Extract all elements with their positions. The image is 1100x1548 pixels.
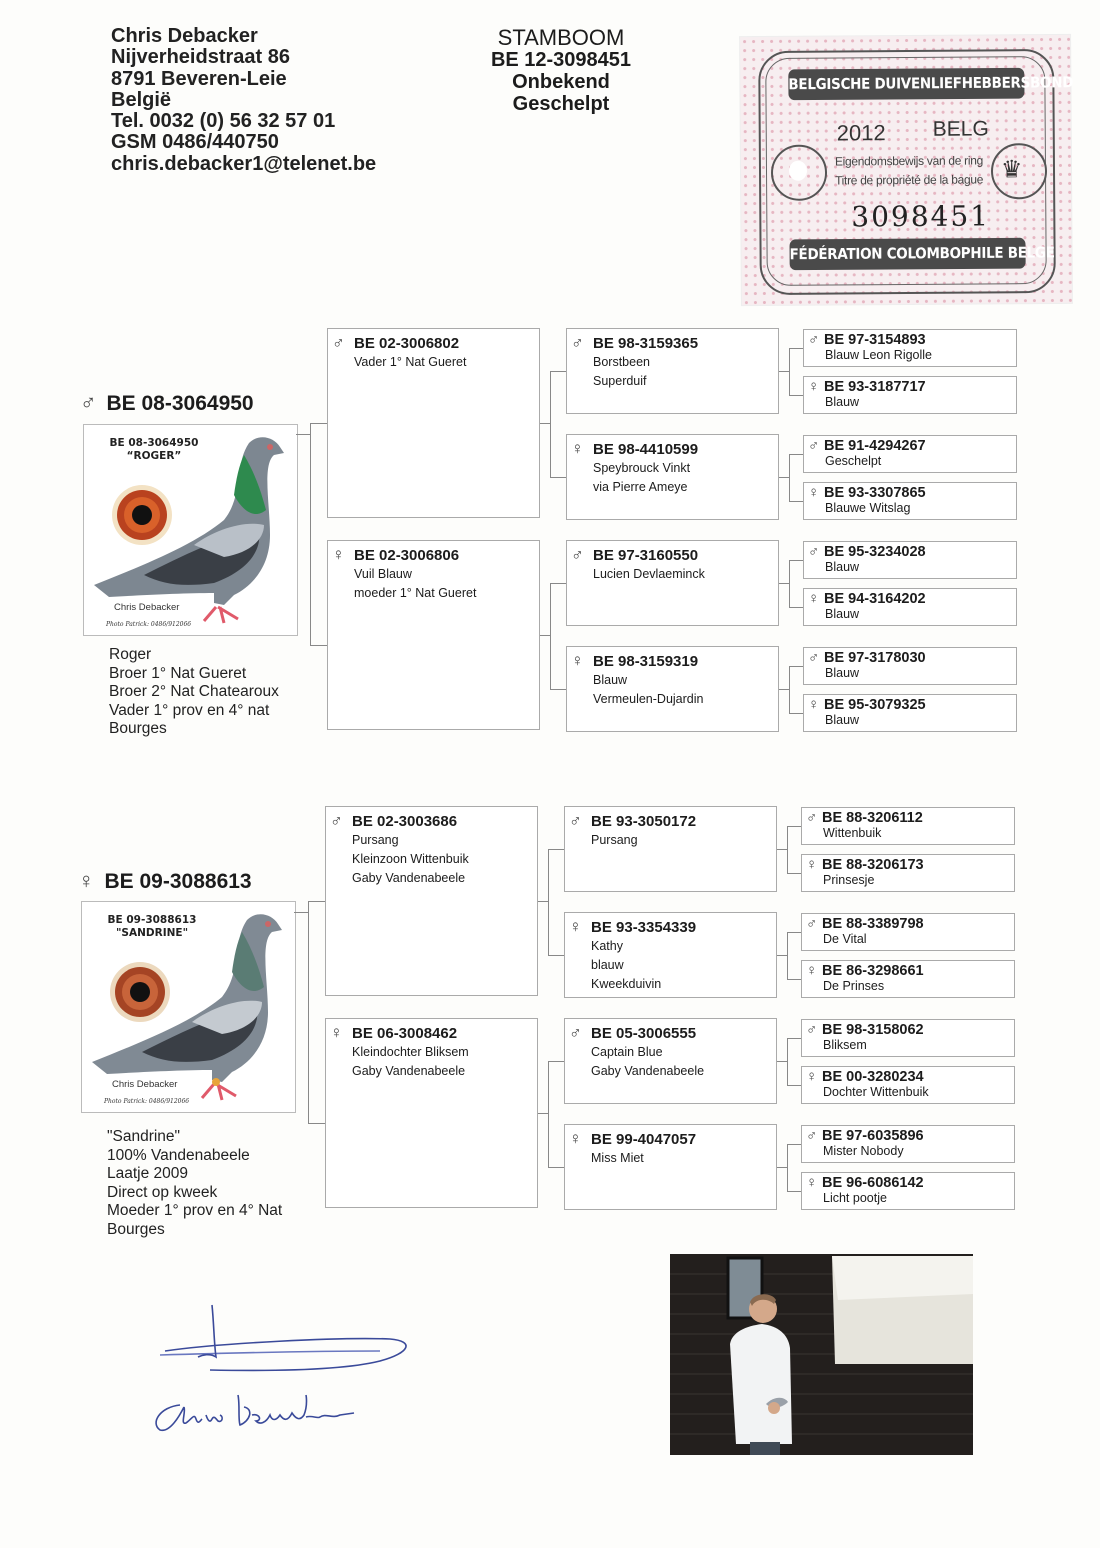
sire-ring: BE 08-3064950: [106, 392, 254, 415]
pedigree-ring: [571, 651, 778, 671]
sire-photo-caption-ring: BE 08-3064950: [109, 437, 199, 449]
ring-number: BE 02-3003686: [352, 813, 458, 830]
connector-line: [787, 932, 801, 933]
owner-email[interactable]: chris.debacker1@telenet.be: [111, 152, 377, 175]
pedigree-line: Superduif: [593, 374, 647, 388]
connector-line: [294, 912, 308, 913]
pedigree-ring: [808, 590, 1016, 608]
connector-line: [787, 826, 801, 827]
pedigree-line: blauw: [591, 958, 624, 972]
female-icon: ♀: [569, 917, 582, 936]
ring-number: BE 93-3050172: [591, 813, 697, 830]
pedigree-line: De Prinses: [823, 979, 885, 993]
sire-great-grandparent-box: [803, 541, 1017, 579]
connector-line: [296, 434, 310, 435]
connector-line: [777, 955, 787, 956]
certificate-line-nl: Eigendomsbewijs van de ring: [834, 153, 983, 169]
pedigree-ring: [569, 811, 776, 831]
pedigree-line: Pursang: [591, 833, 638, 847]
pedigree-ring: [806, 1068, 1014, 1086]
connector-line: [789, 348, 790, 395]
connector-line: [789, 501, 803, 502]
sire-note: Broer 2° Nat Chatearoux: [109, 683, 279, 701]
connector-line: [548, 1167, 564, 1168]
owner-country: België: [111, 88, 172, 111]
document-pigeon-name: Onbekend: [512, 71, 610, 93]
pedigree-line: moeder 1° Nat Gueret: [354, 586, 477, 600]
connector-line: [789, 454, 790, 501]
owner-phone: Tel. 0032 (0) 56 32 57 01: [111, 110, 336, 133]
dam-notes: [107, 1128, 282, 1240]
owner-street: Nijverheidstraat 86: [111, 46, 290, 69]
ring-number: BE 86-3298661: [822, 963, 924, 979]
dam-ring-heading: [78, 868, 252, 894]
female-icon: ♀: [569, 1129, 582, 1148]
connector-line: [550, 477, 566, 478]
dam-great-grandparent-box: [801, 1019, 1015, 1057]
pedigree-ring: [571, 545, 778, 565]
pedigree-ring: [806, 856, 1014, 874]
pedigree-line: Blauw: [825, 666, 860, 680]
connector-line: [787, 979, 801, 980]
pedigree-ring: [806, 1021, 1014, 1039]
pedigree-ring: [332, 545, 539, 565]
ring-number: BE 91-4294267: [824, 438, 926, 454]
dam-grandparent-box: [564, 1018, 777, 1104]
sire-photo-owner: Chris Debacker: [114, 602, 180, 613]
sire-note: Broer 1° Nat Gueret: [109, 664, 247, 682]
pedigree-line: Captain Blue: [591, 1045, 663, 1059]
connector-line: [789, 454, 803, 455]
document-pigeon-color: Geschelpt: [512, 92, 610, 115]
document-title-block: [470, 26, 652, 115]
ring-number: BE 95-3079325: [824, 697, 926, 713]
certificate-year: 2012: [836, 120, 886, 146]
ring-number: BE 88-3389798: [822, 916, 924, 932]
connector-line: [789, 560, 790, 607]
pedigree-ring: [330, 811, 537, 831]
connector-line: [310, 423, 327, 424]
connector-line: [548, 955, 564, 956]
connector-line: [550, 583, 566, 584]
pedigree-ring: [571, 439, 778, 459]
pedigree-line: De Vital: [823, 932, 867, 946]
ring-number: BE 97-3160550: [593, 547, 699, 564]
sire-notes: [109, 646, 279, 739]
punch-hole: [789, 161, 807, 181]
connector-line: [787, 873, 801, 874]
dam-great-grandparent-box: [801, 807, 1015, 845]
pedigree-line: Geschelpt: [825, 454, 882, 468]
female-icon: ♀: [806, 1174, 818, 1191]
connector-line: [548, 1061, 564, 1062]
connector-line: [550, 583, 551, 689]
connector-line: [308, 1123, 325, 1124]
pedigree-line: Blauw: [825, 607, 860, 621]
dam-great-grandparent-box: [801, 1125, 1015, 1163]
pedigree-line: Gaby Vandenabeele: [591, 1064, 705, 1078]
certificate-country-code: BELG: [932, 117, 989, 141]
owner-photo: [670, 1254, 973, 1455]
connector-line: [789, 395, 803, 396]
sire-note: Bourges: [109, 720, 167, 738]
connector-line: [308, 901, 325, 902]
connector-line: [548, 1061, 549, 1167]
pedigree-ring: [569, 1129, 776, 1149]
sire-grandparent-box: [566, 540, 779, 626]
pedigree-ring: [806, 962, 1014, 980]
connector-line: [779, 583, 789, 584]
ring-number: BE 98-3159319: [593, 653, 699, 670]
pedigree-line: Blauw: [825, 560, 860, 574]
pedigree-line: via Pierre Ameye: [593, 480, 688, 494]
pedigree-line: Gaby Vandenabeele: [352, 1064, 466, 1078]
ring-number: BE 98-3158062: [822, 1022, 924, 1038]
male-icon: ♂: [808, 649, 820, 666]
ring-number: BE 97-3178030: [824, 650, 926, 666]
document-heading: STAMBOOM: [497, 25, 625, 50]
owner-address-block: [111, 26, 376, 175]
male-icon: ♂: [569, 811, 582, 830]
dam-great-grandparent-box: [801, 854, 1015, 892]
female-icon: ♀: [806, 856, 818, 873]
ring-number: BE 88-3206112: [822, 810, 923, 826]
ring-number: BE 02-3006802: [354, 335, 460, 352]
pedigree-ring: [330, 1023, 537, 1043]
connector-line: [787, 932, 788, 979]
connector-line: [787, 1038, 788, 1085]
male-icon: ♂: [808, 543, 820, 560]
sire-photo: [83, 424, 298, 636]
female-icon: ♀: [332, 545, 345, 564]
connector-line: [789, 713, 803, 714]
ring-number: BE 98-4410599: [593, 441, 699, 458]
male-icon: ♂: [571, 545, 584, 564]
connector-line: [540, 423, 550, 424]
pedigree-line: Borstbeen: [593, 355, 650, 369]
pedigree-ring: [806, 915, 1014, 933]
connector-line: [779, 689, 789, 690]
connector-line: [550, 371, 551, 477]
ring-number: BE 97-6035896: [822, 1128, 924, 1144]
connector-line: [550, 689, 566, 690]
pedigree-ring: [569, 1023, 776, 1043]
sire-ring-heading: [80, 390, 254, 416]
dam-note: Bourges: [107, 1220, 165, 1238]
pedigree-line: Lucien Devlaeminck: [593, 567, 705, 581]
female-icon: ♀: [330, 1023, 343, 1042]
pedigree-ring: [806, 1174, 1014, 1192]
ring-number: BE 05-3006555: [591, 1025, 697, 1042]
dam-photo-owner: Chris Debacker: [112, 1079, 178, 1090]
dam-photo: [81, 901, 296, 1113]
connector-line: [789, 607, 803, 608]
connector-line: [538, 1113, 548, 1114]
connector-line: [789, 666, 803, 667]
ring-number: BE 95-3234028: [824, 544, 926, 560]
female-icon: ♀: [808, 696, 820, 713]
pedigree-line: Blauw: [825, 713, 860, 727]
pedigree-line: Prinsesje: [823, 873, 875, 887]
connector-line: [787, 1191, 801, 1192]
ring-number: BE 00-3280234: [822, 1069, 924, 1085]
owner-mobile: GSM 0486/440750: [111, 131, 279, 154]
dam-grandparent-box: [564, 1124, 777, 1210]
dam-great-grandparent-box: [801, 1172, 1015, 1210]
owner-city: 8791 Beveren-Leie: [111, 67, 287, 90]
sire-note: Vader 1° prov en 4° nat: [109, 701, 270, 719]
connector-line: [779, 371, 789, 372]
connector-line: [550, 371, 566, 372]
connector-line: [777, 1061, 787, 1062]
female-icon: ♀: [808, 484, 820, 501]
dam-grandparent-box: [564, 806, 777, 892]
male-icon: ♂: [806, 915, 818, 932]
sire-photo-caption-name: “ROGER”: [126, 450, 182, 462]
pedigree-line: Kweekduivin: [591, 977, 662, 991]
dam-great-grandparent-box: [801, 913, 1015, 951]
ring-number: BE 99-4047057: [591, 1131, 697, 1148]
connector-line: [540, 635, 550, 636]
pedigree-line: Blauwe Witslag: [825, 501, 911, 515]
connector-line: [787, 1144, 788, 1191]
ring-number: BE 02-3006806: [354, 547, 460, 564]
pedigree-ring: [808, 484, 1016, 502]
male-icon: ♂: [571, 333, 584, 352]
sire-grandparent-box: [566, 328, 779, 414]
dam-note: "Sandrine": [107, 1128, 181, 1145]
pedigree-ring: [808, 649, 1016, 667]
dam-great-grandparent-box: [801, 960, 1015, 998]
pedigree-ring: [808, 543, 1016, 561]
dam-photo-caption: [92, 914, 212, 940]
ring-number: BE 93-3187717: [824, 379, 926, 395]
connector-line: [548, 849, 549, 955]
male-icon: ♂: [330, 811, 343, 830]
connector-line: [787, 1038, 801, 1039]
female-icon: ♀: [806, 1068, 818, 1085]
pedigree-line: Speybrouck Vinkt: [593, 461, 691, 475]
pedigree-line: Gaby Vandenabeele: [352, 871, 466, 885]
ring-number: BE 96-6086142: [822, 1175, 924, 1191]
owner-name: Chris Debacker: [111, 25, 258, 47]
dam-note: 100% Vandenabeele: [107, 1146, 250, 1164]
female-icon: ♀: [78, 868, 95, 893]
pedigree-line: Kleinzoon Wittenbuik: [352, 852, 469, 866]
connector-line: [538, 901, 548, 902]
pedigree-line: Pursang: [352, 833, 399, 847]
ring-number: BE 93-3354339: [591, 919, 697, 936]
connector-line: [777, 1167, 787, 1168]
sire-grandparent-box: [566, 434, 779, 520]
connector-line: [310, 423, 311, 645]
ring-number: BE 06-3008462: [352, 1025, 458, 1042]
pedigree-ring: [808, 696, 1016, 714]
connector-line: [779, 477, 789, 478]
sire-great-grandparent-box: [803, 588, 1017, 626]
certificate-top-banner: BELGISCHE DUIVENLIEFHEBBERSBOND: [788, 68, 1024, 100]
crown-icon: ♛: [1000, 156, 1023, 184]
male-icon: ♂: [808, 437, 820, 454]
ring-number: BE 97-3154893: [824, 332, 926, 348]
connector-line: [308, 901, 309, 1123]
pedigree-ring: [806, 1127, 1014, 1145]
sire-parent-box: [327, 540, 540, 730]
dam-note: Moeder 1° prov en 4° Nat: [107, 1202, 283, 1220]
sire-great-grandparent-box: [803, 482, 1017, 520]
sire-great-grandparent-box: [803, 435, 1017, 473]
pedigree-line: Mister Nobody: [823, 1144, 904, 1158]
sire-photo-credit: Photo Patrick: 0486/912066: [106, 621, 192, 628]
dam-parent-box: [325, 806, 538, 996]
connector-line: [787, 1144, 801, 1145]
ring-number: BE 88-3206173: [822, 857, 924, 873]
male-icon: ♂: [569, 1023, 582, 1042]
female-icon: ♀: [806, 962, 818, 979]
pedigree-ring: [806, 809, 1014, 827]
ring-number: BE 94-3164202: [824, 591, 926, 607]
dam-photo-caption-ring: BE 09-3088613: [107, 914, 197, 926]
pedigree-line: Blauw: [593, 673, 628, 687]
pedigree-line: Vuil Blauw: [354, 567, 412, 581]
male-icon: ♂: [806, 809, 818, 826]
sire-photo-caption: [94, 437, 214, 463]
pedigree-line: Dochter Wittenbuik: [823, 1085, 929, 1099]
female-icon: ♀: [808, 378, 820, 395]
dam-photo-credit: Photo Patrick: 0486/912066: [104, 1098, 190, 1105]
pedigree-ring: [571, 333, 778, 353]
connector-line: [777, 849, 787, 850]
sire-great-grandparent-box: [803, 647, 1017, 685]
sire-parent-box: [327, 328, 540, 518]
male-icon: ♂: [806, 1021, 818, 1038]
connector-line: [787, 826, 788, 873]
ring-certificate: [740, 35, 1072, 305]
pedigree-ring: [808, 437, 1016, 455]
owner-photo-scene: [670, 1254, 973, 1455]
ring-number: BE 98-3159365: [593, 335, 699, 352]
dam-note: Laatje 2009: [107, 1165, 189, 1183]
pedigree-line: Blauw Leon Rigolle: [825, 348, 933, 362]
pedigree-line: Vermeulen-Dujardin: [593, 692, 704, 706]
female-icon: ♀: [571, 651, 584, 670]
dam-grandparent-box: [564, 912, 777, 998]
pedigree-line: Wittenbuik: [823, 826, 882, 840]
sire-grandparent-box: [566, 646, 779, 732]
dam-note: Direct op kweek: [107, 1183, 218, 1201]
pedigree-line: Kathy: [591, 939, 623, 953]
pedigree-ring: [569, 917, 776, 937]
sire-great-grandparent-box: [803, 376, 1017, 414]
connector-line: [548, 849, 564, 850]
connector-line: [789, 560, 803, 561]
pedigree-line: Blauw: [825, 395, 860, 409]
dam-parent-box: [325, 1018, 538, 1208]
ring-number: BE 93-3307865: [824, 485, 926, 501]
pedigree-line: Miss Miet: [591, 1151, 644, 1165]
male-icon: ♂: [80, 390, 97, 415]
sire-great-grandparent-box: [803, 329, 1017, 367]
connector-line: [310, 645, 327, 646]
connector-line: [787, 1085, 801, 1086]
pedigree-ring: [808, 331, 1016, 349]
male-icon: ♂: [806, 1127, 818, 1144]
female-icon: ♀: [808, 590, 820, 607]
connector-line: [789, 348, 803, 349]
pedigree-line: Licht pootje: [823, 1191, 887, 1205]
certificate-line-fr: Titre de propriété de la bague: [835, 172, 984, 188]
dam-photo-caption-name: "SANDRINE": [115, 927, 189, 939]
male-icon: ♂: [332, 333, 345, 352]
pedigree-line: Vader 1° Nat Gueret: [354, 355, 467, 369]
sire-note: Roger: [109, 646, 152, 663]
pedigree-ring: [332, 333, 539, 353]
male-icon: ♂: [808, 331, 820, 348]
signature: [140, 1295, 420, 1445]
pedigree-ring: [808, 378, 1016, 396]
dam-great-grandparent-box: [801, 1066, 1015, 1104]
document-ring: BE 12-3098451: [490, 49, 632, 71]
certificate-number: 3098451: [851, 199, 991, 234]
certificate-bottom-banner: FÉDÉRATION COLOMBOPHILE BELGE: [789, 238, 1025, 270]
female-icon: ♀: [571, 439, 584, 458]
pedigree-line: Kleindochter Bliksem: [352, 1045, 469, 1059]
pedigree-line: Bliksem: [823, 1038, 867, 1052]
sire-great-grandparent-box: [803, 694, 1017, 732]
dam-ring: BE 09-3088613: [104, 870, 252, 893]
connector-line: [789, 666, 790, 713]
